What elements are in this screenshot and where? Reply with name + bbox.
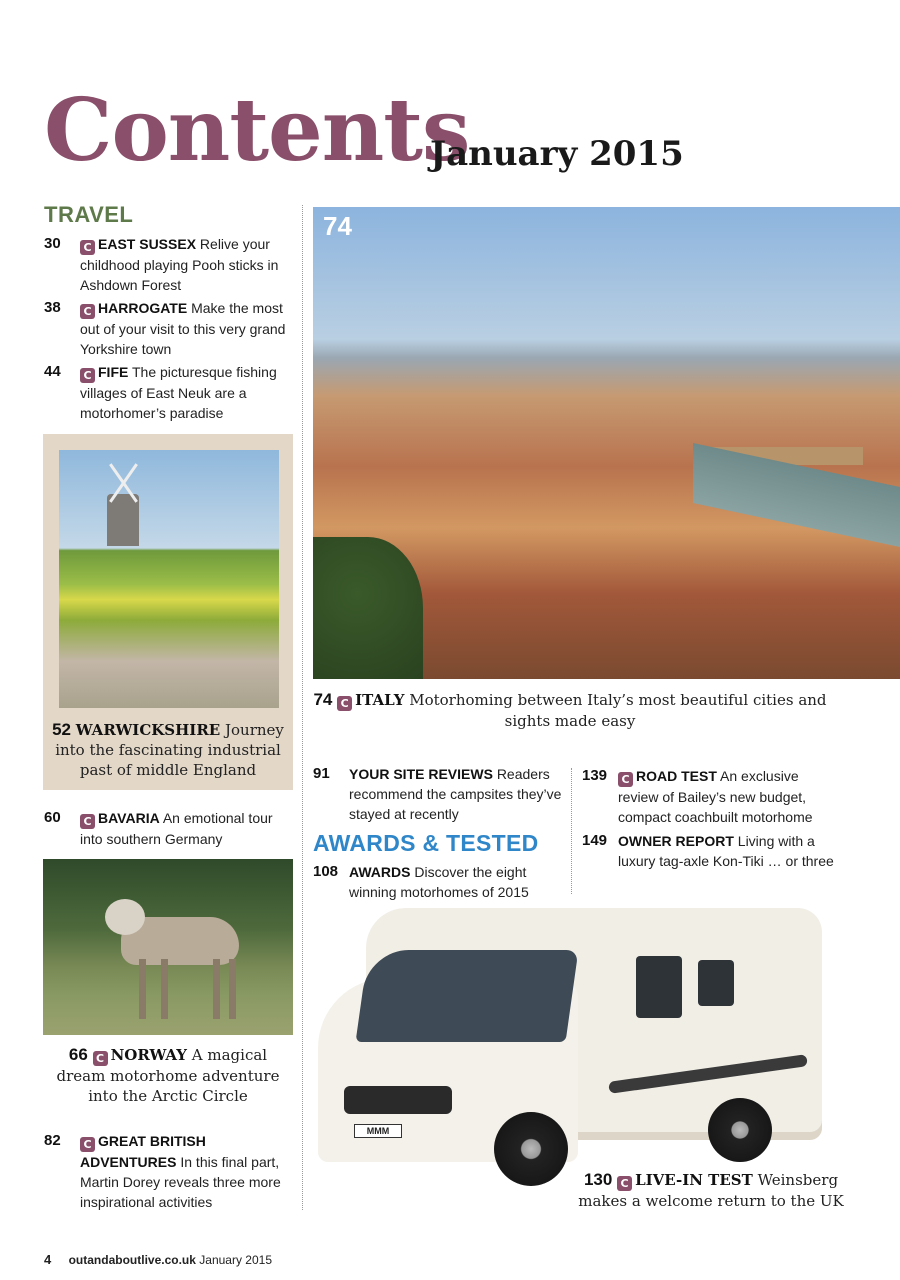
motorhome-photo[interactable] xyxy=(318,898,823,1190)
photo-page-label: 74 xyxy=(323,211,352,241)
entry-text: Motorhoming between Italy’s most beautiful cities and sights made easy xyxy=(409,691,827,730)
reindeer-neck xyxy=(105,899,145,935)
c-badge-icon: C xyxy=(618,772,633,787)
entry-heading: LIVE-IN TEST xyxy=(635,1171,753,1189)
c-badge-icon: C xyxy=(337,696,352,711)
column-divider xyxy=(302,205,303,1210)
entry-heading: YOUR SITE REVIEWS xyxy=(349,766,493,782)
entry-awards[interactable] xyxy=(313,862,565,902)
entry-road-test[interactable] xyxy=(582,766,840,827)
entry-your-site-reviews[interactable] xyxy=(313,764,565,824)
page-number: 130 xyxy=(583,1170,613,1189)
page-number: 30 xyxy=(44,235,61,252)
entry-live-in-test[interactable] xyxy=(570,1170,852,1211)
page-number: 139 xyxy=(582,767,608,784)
entry-harrogate[interactable] xyxy=(44,298,294,359)
entry-text: In this final part, Martin Dorey reveals three more inspirational activities xyxy=(80,1154,281,1210)
c-badge-icon: C xyxy=(80,240,95,255)
page-title: Contents xyxy=(44,80,470,181)
entry-italy[interactable] xyxy=(313,690,827,731)
entry-heading: ROAD TEST xyxy=(636,768,717,784)
entry-heading: FIFE xyxy=(98,364,129,380)
entry-text: Readers recommend the campsites they’ve stayed at recently xyxy=(349,766,562,822)
page-number: 149 xyxy=(582,832,608,849)
entry-heading: AWARDS xyxy=(349,864,411,880)
entry-text: An emotional tour into southern Germany xyxy=(80,810,273,847)
number-plate: MMM xyxy=(354,1124,402,1138)
footer-issue: January 2015 xyxy=(199,1253,272,1267)
entry-text: Discover the eight winning motorhomes of 2015 xyxy=(349,864,529,900)
reindeer-photo xyxy=(43,859,293,1035)
section-heading-travel: TRAVEL xyxy=(44,202,134,227)
column-divider-secondary xyxy=(571,768,572,894)
reindeer-leg xyxy=(139,959,146,1019)
page-number: 108 xyxy=(313,863,339,880)
windmill-photo xyxy=(59,450,279,708)
page-number: 60 xyxy=(44,809,61,826)
reindeer-leg xyxy=(213,959,220,1019)
page-number: 91 xyxy=(313,765,330,782)
c-badge-icon: C xyxy=(93,1051,108,1066)
entry-heading: GREAT BRITISH ADVENTURES xyxy=(80,1133,206,1170)
entry-heading: EAST SUSSEX xyxy=(98,236,197,252)
entry-text: An exclusive review of Bailey’s new budget, compact coachbuilt motorhome xyxy=(618,768,813,825)
page-number: 44 xyxy=(44,363,61,380)
florence-photo[interactable] xyxy=(313,207,900,679)
entry-fife[interactable] xyxy=(44,362,294,423)
entry-owner-report[interactable] xyxy=(582,831,840,871)
entry-bavaria[interactable] xyxy=(44,808,294,849)
section-heading-awards: AWARDS & TESTED xyxy=(313,830,539,856)
van-window xyxy=(636,956,682,1018)
windshield xyxy=(356,950,579,1042)
footer-website[interactable]: outandaboutlive.co.uk xyxy=(68,1253,196,1267)
c-badge-icon: C xyxy=(80,368,95,383)
c-badge-icon: C xyxy=(80,1137,95,1152)
entry-text: The picturesque fishing villages of East Neuk are a motorhomer’s paradise xyxy=(80,364,277,421)
van-window xyxy=(698,960,734,1006)
entry-text: Weinsberg makes a welcome return to the UK xyxy=(578,1171,844,1210)
entry-text: Relive your childhood playing Pooh sticks in Ashdown Forest xyxy=(80,236,279,293)
entry-heading: BAVARIA xyxy=(98,810,160,826)
trees xyxy=(313,537,423,679)
entry-heading: NORWAY xyxy=(110,1046,187,1064)
page-number: 74 xyxy=(313,690,333,709)
c-badge-icon: C xyxy=(617,1176,632,1191)
wheel-icon xyxy=(708,1098,772,1162)
entry-heading: HARROGATE xyxy=(98,300,188,316)
entry-warwickshire[interactable] xyxy=(43,720,293,780)
c-badge-icon: C xyxy=(80,304,95,319)
entry-text: Living with a luxury tag-axle Kon-Tiki … or three xyxy=(618,833,834,869)
reindeer-leg xyxy=(161,959,168,1019)
entry-great-british-adventures[interactable] xyxy=(44,1131,294,1212)
grille xyxy=(344,1086,452,1114)
reindeer-leg xyxy=(229,959,236,1019)
entry-heading: ITALY xyxy=(355,691,405,709)
page-number: 38 xyxy=(44,299,61,316)
wheel-icon xyxy=(494,1112,568,1186)
entry-text: A magical dream motorhome adventure into the Arctic Circle xyxy=(56,1046,280,1105)
entry-norway[interactable] xyxy=(43,1045,293,1106)
footer-page-number: 4 xyxy=(44,1252,52,1267)
entry-heading: OWNER REPORT xyxy=(618,833,734,849)
c-badge-icon: C xyxy=(80,814,95,829)
page-number: 52 xyxy=(52,720,72,739)
page-number: 82 xyxy=(44,1132,61,1149)
entry-east-sussex[interactable] xyxy=(44,234,294,295)
page-number: 66 xyxy=(68,1045,88,1064)
issue-date: January 2015 xyxy=(430,134,684,174)
page-footer xyxy=(44,1252,272,1267)
entry-text: Journey into the fascinating industrial past of middle England xyxy=(55,721,284,779)
entry-text: Make the most out of your visit to this very grand Yorkshire town xyxy=(80,300,286,357)
entry-heading: WARWICKSHIRE xyxy=(75,721,221,739)
